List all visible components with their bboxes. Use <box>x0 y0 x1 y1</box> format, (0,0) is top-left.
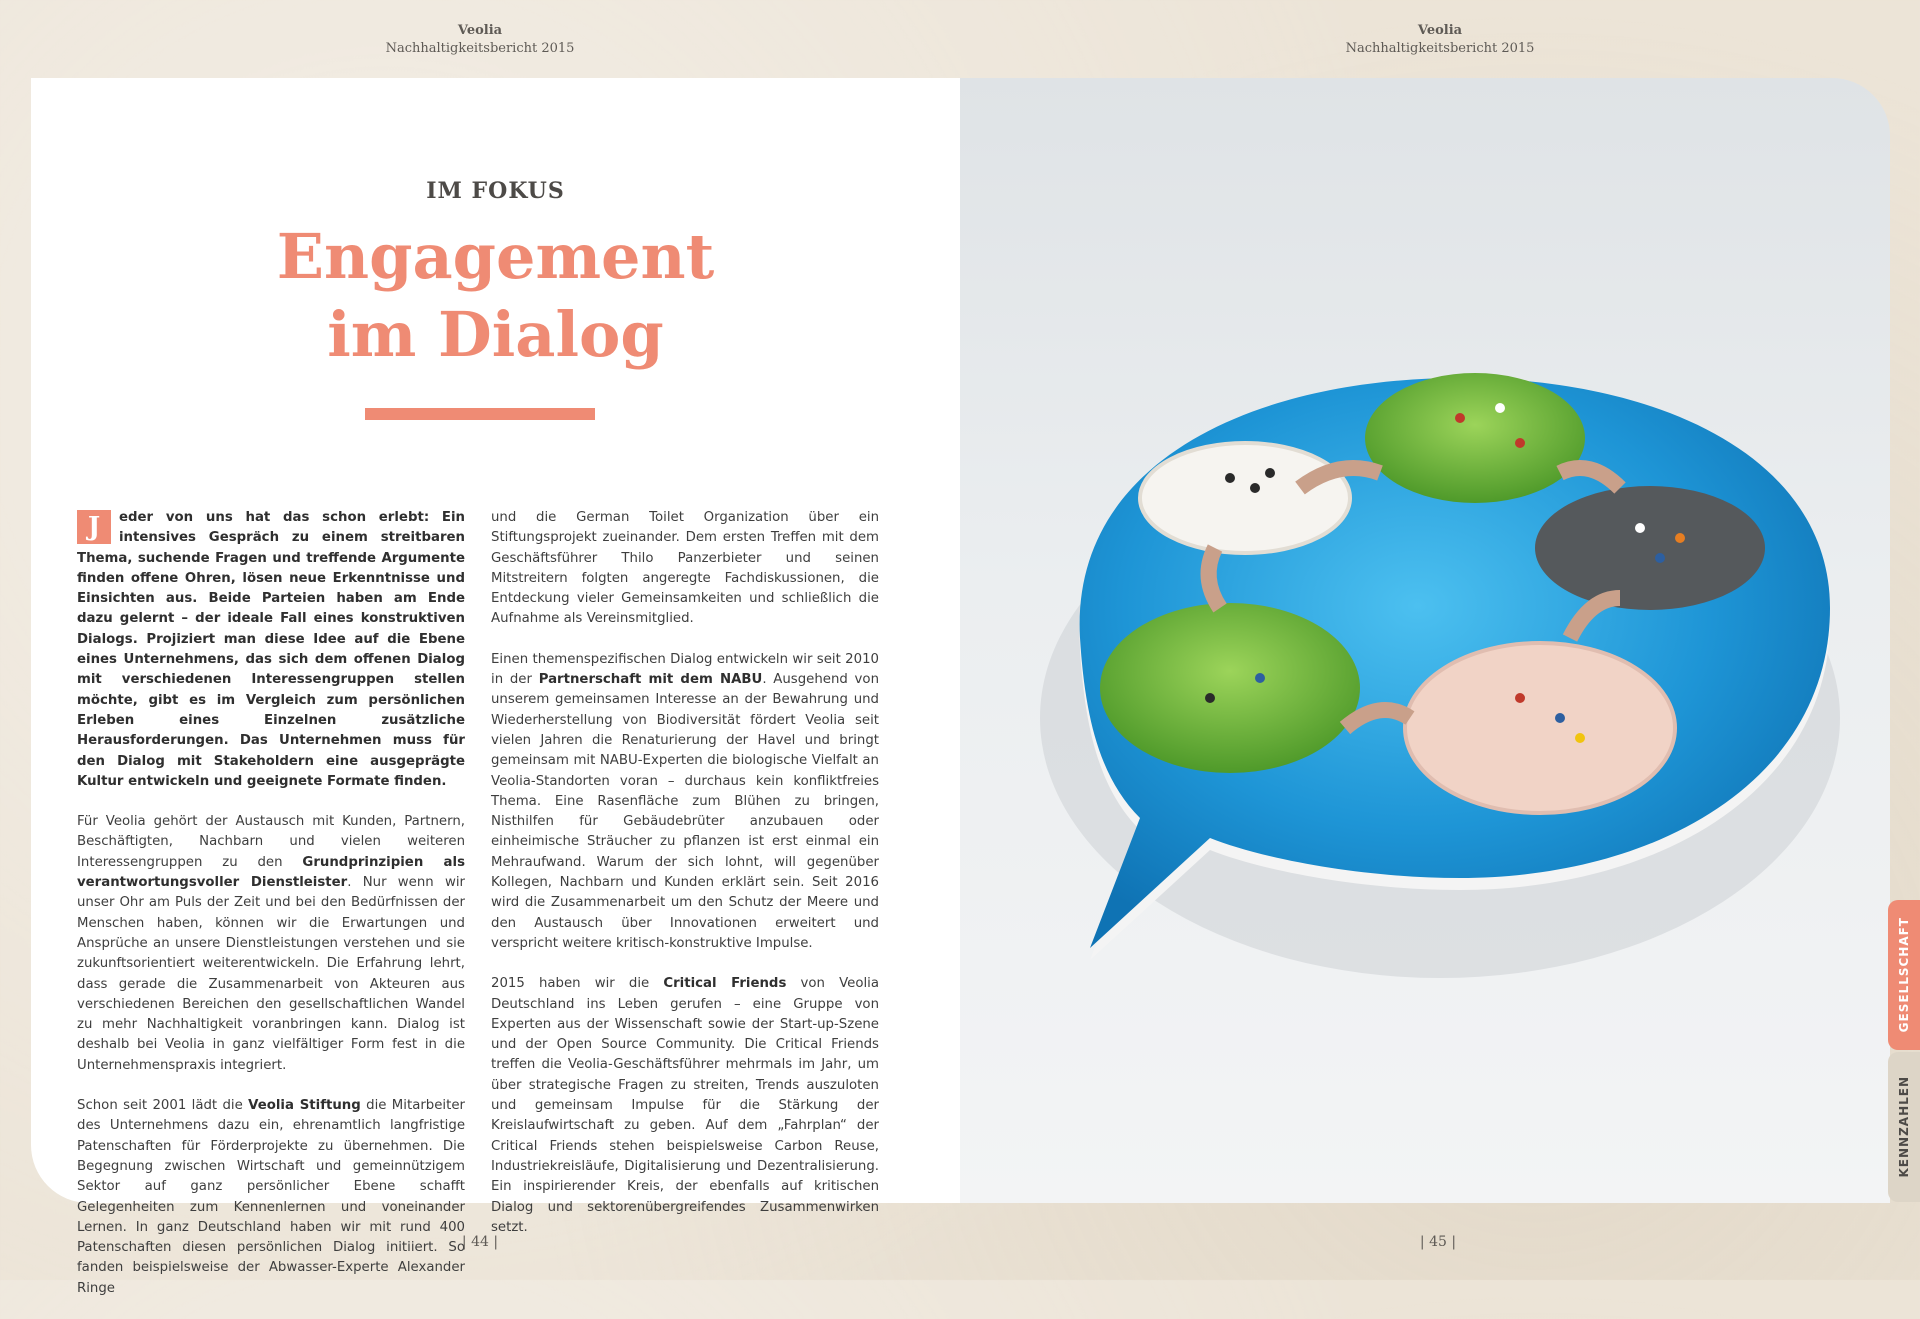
emphasis-text: Veolia Stiftung <box>248 1098 361 1114</box>
speech-bubble-islands-illustration <box>960 78 1890 1203</box>
body-text: Schon seit 2001 lädt die <box>77 1098 249 1114</box>
report-title: Nachhaltigkeitsbericht 2015 <box>385 41 575 56</box>
body-text: von Veolia Deutschland ins Leben gerufen – eine Gruppe von Experten aus der Wissenschaft sowie der Start-up-Szene und der Open Source Community. Die Critical Friends treffen die Veolia-Geschäftsführer mehrmals im Jahr, um über strategische Fragen zu streiten, Trends auszuloten und gemeinsam Impulse für die Stärkung der Kreislaufwirtschaft zu geben. Auf dem „Fahrplan“ der Critical Friends stehen beispielsweise Carbon Reuse, Industriekreisläufe, Digitalisierung und Dezentralisierung. Ein inspirierender Kreis, der ebenfalls auf kritischen Dialog und sektorenübergreifendes Zusammenwirken setzt. <box>491 976 879 1235</box>
emphasis-text: Partnerschaft mit dem NABU <box>538 672 763 688</box>
body-text: . Ausgehend von unserem gemeinsamen Interesse an der Bewahrung und Wiederherstellung von Biodiversität fördert Veolia seit vielen Jahren die Renaturierung der Havel und bringt gemeinsam mit NABU-Experten die biologische Vielfalt an Veolia-Standorten voran – durchaus kein konfliktfreies Thema. Eine Rasenfläche zum Blühen zu bringen, Nisthilfen für Gebäudebrüter anzubauen oder einheimische Sträucher zu pflanzen ist erst einmal ein Mehraufwand. Warum der sich lohnt, will gegenüber Kollegen, Nachbarn und Kunden erklärt sein. Seit 2016 wird die Zusammenarbeit um den Schutz der Meere und den Austausch über Innovationen erweitert und verspricht weitere kritisch-konstruktive Impulse. <box>491 672 879 951</box>
text-column-1 <box>77 508 465 1319</box>
brand-name: Veolia <box>457 23 503 38</box>
running-head-left <box>330 22 630 58</box>
pink-island-icon <box>1405 643 1675 813</box>
body-text: Für Veolia gehört der Austausch mit Kunden, Partnern, Beschäftigten, Nachbarn und vielen weiteren Interessengruppen zu den <box>77 814 465 870</box>
page-number-right: | 45 | <box>1419 1234 1457 1250</box>
body-paragraph <box>77 1096 465 1299</box>
tab-kennzahlen[interactable] <box>1888 1052 1920 1202</box>
football-island-icon <box>1365 373 1585 503</box>
report-title: Nachhaltigkeitsbericht 2015 <box>1345 41 1535 56</box>
title-line-1: Engagement <box>276 220 715 293</box>
emphasis-text: Critical Friends <box>663 976 787 992</box>
tab-label: KENNZAHLEN <box>1897 1076 1911 1178</box>
body-text: die Mitarbeiter des Unternehmens dazu ein, ehrenamtlich langfristige Patenschaften für Förderprojekte zu übernehmen. Die Begegnung zwischen Wirtschaft und gemeinnützigem Sektor auf ganz persönlicher Ebene schafft Gelegenheiten zum Kennenlernen und voneinander Lernen. In ganz Deutschland haben wir mit rund 400 Patenschaften diesen persönlichen Dialog initiiert. So fanden beispielsweise der Abwasser-Experte Alexander Ringe <box>77 1098 465 1296</box>
right-page <box>960 78 1890 1203</box>
title-line-2: im Dialog <box>327 298 664 371</box>
section-kicker: IM FOKUS <box>426 178 565 204</box>
gravel-island-icon <box>1535 486 1765 610</box>
title-rule <box>365 408 595 420</box>
white-island-icon <box>1140 443 1350 553</box>
article-title <box>31 218 960 374</box>
emphasis-text: Grundprinzipien als verantwortungsvoller Dienstleister <box>77 854 465 891</box>
page-number-left: | 44 | <box>461 1234 499 1250</box>
tab-gesellschaft[interactable] <box>1888 900 1920 1050</box>
lead-paragraph <box>77 508 465 792</box>
body-paragraph <box>491 650 879 954</box>
body-paragraph <box>77 812 465 1076</box>
tab-label: GESELLSCHAFT <box>1897 917 1911 1033</box>
body-paragraph <box>491 974 879 1238</box>
body-text: . Nur wenn wir unser Ohr am Puls der Zeit und bei den Bedürfnissen der Menschen haben, können wir die Erwartungen und Ansprüche an unsere Dienstleistungen verstehen und sie zukunftsorientiert weiterentwickeln. Die Erfahrung lehrt, dass gerade die Zusammenarbeit von Akteuren aus verschiedenen Bereichen den gesellschaftlichen Wandel zu mehr Nachhaltigkeit voranbringen kann. Dialog ist deshalb bei Veolia in ganz vielfältiger Form fest in die Unternehmenspraxis integriert. <box>77 875 465 1073</box>
text-column-2 <box>491 508 879 1258</box>
lead-text: eder von uns hat das schon erlebt: Ein intensives Gespräch zu einem streitbaren Thema, suchende Fragen und treffende Argumente finden offene Ohren, lösen neue Erkenntnisse und Einsichten aus. Beide Parteien haben am Ende dazu gelernt – der ideale Fall eines konstruktiven Dialogs. Projiziert man diese Idee auf die Ebene eines Unternehmens, das sich dem offenen Dialog mit verschiedenen Interessengruppen stellen möchte, gibt es im Vergleich zum persönlichen Erleben eines Einzelnen zusätzliche Herausforderungen. Das Unternehmen muss für den Dialog mit Stakeholdern eine ausgeprägte Kultur entwickeln und geeignete Formate finden. <box>77 510 465 789</box>
body-text: 2015 haben wir die <box>491 976 664 992</box>
body-paragraph: und die German Toilet Organization über ein Stiftungsprojekt zueinander. Dem ersten Treffen mit dem Geschäftsführer Thilo Panzerbieter und seinen Mitstreitern folgten angeregte Fachdiskussionen, die Entdeckung vieler Gemeinsamkeiten und schließlich die Aufnahme als Vereinsmitglied. <box>491 510 879 627</box>
drop-cap: J <box>77 510 111 544</box>
body-text: Einen themenspezifischen Dialog entwickeln wir seit 2010 in der <box>491 651 879 688</box>
meadow-island-icon <box>1100 603 1360 773</box>
running-head-right <box>1290 22 1590 58</box>
brand-name: Veolia <box>1417 23 1463 38</box>
